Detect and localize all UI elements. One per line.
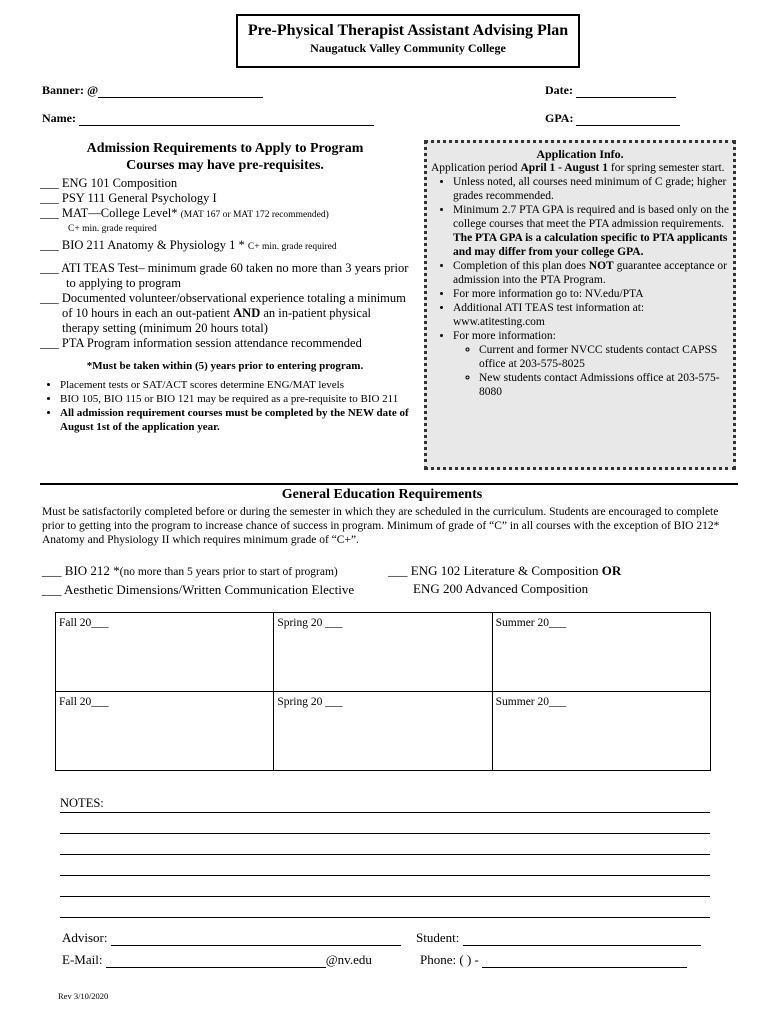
table-row xyxy=(56,613,711,692)
semester-cell[interactable]: Summer 20___ xyxy=(492,692,710,771)
name-label: Name: xyxy=(42,111,76,125)
gen-ed-courses-left xyxy=(42,562,392,599)
req-eng101: ___ ENG 101 Composition xyxy=(40,176,178,190)
info-heading: Application Info. xyxy=(536,147,624,161)
revision-date: Rev 3/10/2020 xyxy=(58,991,109,1001)
course-aesthetic: ___ Aesthetic Dimensions/Written Communication Elective xyxy=(42,582,355,597)
notes-line[interactable] xyxy=(60,897,710,918)
date-label: Date: xyxy=(545,83,573,97)
advisor-field xyxy=(62,930,401,946)
table-row xyxy=(56,692,711,771)
list-item: ◦ Current and former NVCC students contact CAPSS office at 203-575-8025 xyxy=(479,343,729,371)
application-info-box xyxy=(424,140,736,470)
semester-cell[interactable]: Fall 20___ xyxy=(56,613,274,692)
gpa-field xyxy=(545,111,680,126)
student-label: Student: xyxy=(416,930,460,945)
phone-field xyxy=(420,952,687,968)
student-input-line[interactable] xyxy=(463,933,701,946)
list-item: • Placement tests or SAT/ACT scores determine ENG/MAT levels xyxy=(60,378,410,392)
list-item: • BIO 105, BIO 115 or BIO 121 may be required as a pre-requisite to BIO 211 xyxy=(60,392,410,406)
banner-field xyxy=(42,83,263,98)
name-input-line[interactable] xyxy=(79,113,374,126)
gen-ed-courses-right xyxy=(388,562,718,598)
list-item: • For more information go to: NV.edu/PTA xyxy=(453,287,729,301)
req-mat-note: C+ min. grade required xyxy=(68,224,157,234)
gen-ed-section xyxy=(42,487,722,547)
notes-line[interactable] xyxy=(60,834,710,855)
name-field xyxy=(42,111,374,126)
admission-bullets xyxy=(40,378,410,434)
semester-cell[interactable]: Spring 20 ___ xyxy=(274,692,492,771)
semester-plan-table xyxy=(55,612,711,771)
notes-label: NOTES: xyxy=(60,796,104,810)
info-bullets xyxy=(431,175,729,399)
gpa-label: GPA: xyxy=(545,111,574,125)
semester-cell[interactable]: Summer 20___ xyxy=(492,613,710,692)
list-item: • For more information: ◦ Current and former NVCC students contact CAPSS office at 203-575-8025 ◦ New students contact Admissions office at 203-575-8080 xyxy=(453,329,729,399)
req-mat: ___ MAT—College Level* (MAT 167 or MAT 172 recommended) xyxy=(40,206,329,220)
advisor-input-line[interactable] xyxy=(111,933,401,946)
admission-heading: Admission Requirements to Apply to Program Courses may have pre-requisites. xyxy=(86,141,364,173)
list-item: • Unless noted, all courses need minimum of C grade; higher grades recommended. xyxy=(453,175,729,203)
course-bio212: ___ BIO 212 *(no more than 5 years prior to start of program) xyxy=(42,563,338,578)
gen-ed-text: Must be satisfactorily completed before or during the semester in which they are scheduled in the curriculum. Students are encouraged to complete prior to getting into the program to increase chance of success in program. Minimum of grade of “C” in all courses with the exception of BIO 212* Anatomy and Physiology II which requires minimum grade of “C+”. xyxy=(42,506,720,546)
notes-section xyxy=(60,796,710,918)
req-info-session: ___ PTA Program information session attendance recommended xyxy=(40,336,362,350)
title-box xyxy=(236,14,580,68)
list-item: • Minimum 2.7 PTA GPA is required and is based only on the college courses that meet the PTA admission requirements. The PTA GPA is a calculation specific to PTA applicants and may differ from your college GPA. xyxy=(453,203,729,259)
application-period: Application period April 1 - August 1 for spring semester start. xyxy=(431,162,725,174)
list-item: ◦ New students contact Admissions office at 203-575-8080 xyxy=(479,371,729,399)
notes-line[interactable] xyxy=(60,876,710,897)
page-title: Pre-Physical Therapist Assistant Advising Plan xyxy=(247,22,569,39)
email-field xyxy=(62,952,372,968)
section-divider xyxy=(40,483,738,485)
email-input-line[interactable] xyxy=(106,955,326,968)
college-name: Naugatuck Valley Community College xyxy=(310,41,506,55)
req-bio211: ___ BIO 211 Anatomy & Physiology 1 * C+ min. grade required xyxy=(40,238,337,252)
banner-input-line[interactable] xyxy=(98,85,263,98)
notes-line[interactable] xyxy=(60,855,710,876)
course-eng102: ___ ENG 102 Literature & Composition OR xyxy=(388,563,622,578)
email-label: E-Mail: xyxy=(62,952,103,967)
course-eng200: ENG 200 Advanced Composition xyxy=(413,581,589,596)
five-year-note: *Must be taken within (5) years prior to entering program. xyxy=(86,360,364,372)
list-item: • All admission requirement courses must be completed by the NEW date of August 1st of the application year. xyxy=(60,406,410,434)
notes-line[interactable] xyxy=(60,813,710,834)
req-psy111: ___ PSY 111 General Psychology I xyxy=(40,191,217,205)
email-suffix: @nv.edu xyxy=(325,952,372,967)
list-item: • Completion of this plan does NOT guarantee acceptance or admission into the PTA Program. xyxy=(453,259,729,287)
gpa-input-line[interactable] xyxy=(576,113,680,126)
advisor-label: Advisor: xyxy=(62,930,108,945)
date-field xyxy=(545,83,676,98)
req-volunteer: ___ Documented volunteer/observational experience totaling a minimum of 10 hours in each an out-patient AND an in-patient physical therapy setting (minimum 20 hours total) xyxy=(40,291,406,335)
list-item: • Additional ATI TEAS test information at: www.atitesting.com xyxy=(453,301,729,329)
phone-label: Phone: ( ) - xyxy=(420,952,479,967)
student-field xyxy=(416,930,701,946)
semester-cell[interactable]: Spring 20 ___ xyxy=(274,613,492,692)
banner-label: Banner: @ xyxy=(42,83,99,97)
phone-input-line[interactable] xyxy=(482,955,687,968)
semester-cell[interactable]: Fall 20___ xyxy=(56,692,274,771)
req-teas: ___ ATI TEAS Test– minimum grade 60 taken no more than 3 years prior to applying to program xyxy=(40,261,409,290)
gen-ed-heading: General Education Requirements xyxy=(281,487,483,502)
date-input-line[interactable] xyxy=(576,85,676,98)
admission-section xyxy=(40,140,410,434)
notes-line[interactable] xyxy=(60,796,710,813)
